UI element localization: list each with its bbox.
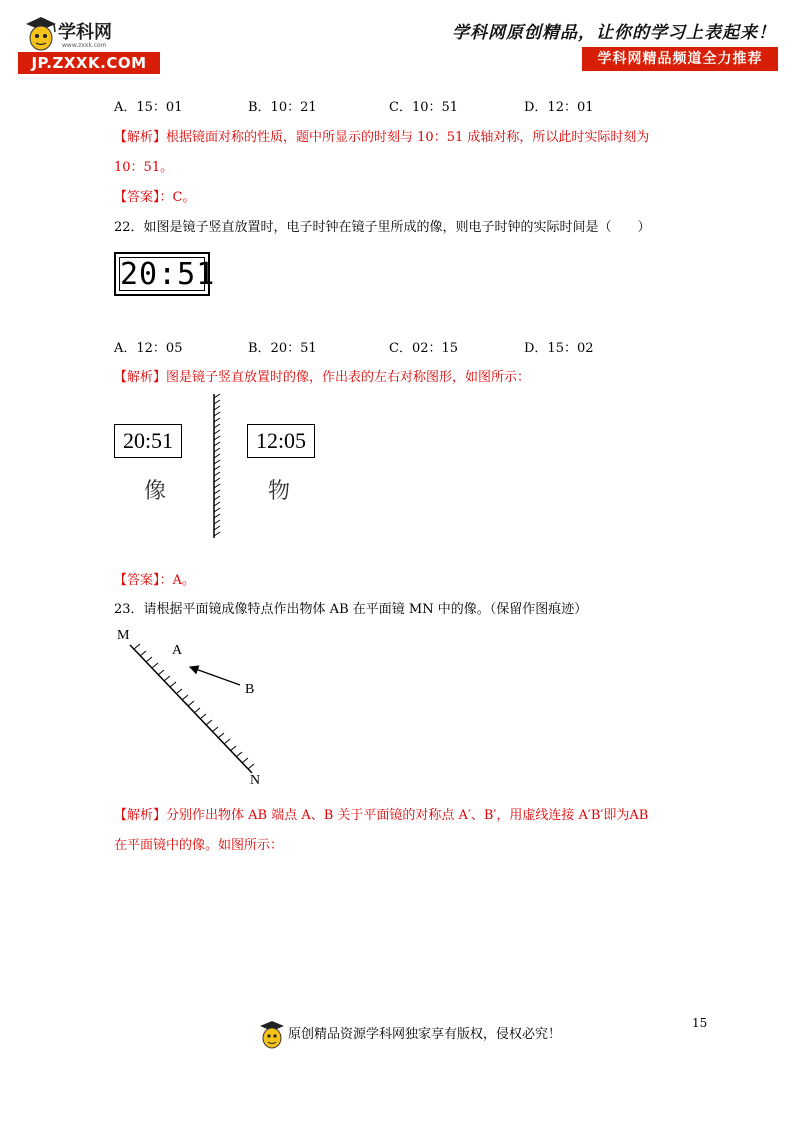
analysis-text: 根据镜面对称的性质，题中所显示的时刻与 10：51 成轴对称，所以此时实际时刻为 (166, 130, 650, 145)
q22-option-d: D．15：02 (524, 341, 594, 356)
q23-analysis-cont: 在平面镜中的像。如图所示： (114, 838, 284, 853)
label-b: B (245, 682, 255, 697)
digital-clock (114, 252, 216, 296)
vertical-mirror (206, 392, 226, 542)
mascot-icon (24, 14, 58, 52)
footer-mascot-icon (258, 1018, 286, 1050)
page-number: 15 (692, 1016, 708, 1030)
plane-mirror-diagram (110, 625, 280, 795)
logo-url: www.zxxk.com (62, 42, 107, 49)
q22-analysis (114, 370, 530, 386)
header-banner: 学科网精品频道全力推荐 (582, 47, 778, 71)
object-clock-box: 12:05 (247, 424, 315, 458)
q22-option-b: B．20：51 (248, 341, 317, 356)
analysis-text: 分别作出物体 AB 端点 A、B 关于平面镜的对称点 A′、B′，用虚线连接 A′B′即为AB (166, 808, 649, 823)
logo-text: 学科网 (58, 22, 112, 43)
logo-domain: JP.ZXXK.COM (18, 52, 160, 74)
object-ab-arrow (190, 667, 240, 685)
q21-analysis-cont: 10：51。 (114, 160, 174, 175)
mirror-line (130, 645, 255, 773)
image-clock-box: 20:51 (114, 424, 182, 458)
header-slogan: 学科网原创精品，让你的学习上表起来！ (452, 23, 776, 43)
analysis-tag: 【解析】 (114, 370, 167, 385)
q22-option-a: A．12：05 (114, 341, 183, 356)
q21-option-c: C．10：51 (389, 100, 459, 115)
label-a: A (172, 643, 183, 658)
label-m: M (117, 628, 130, 643)
q23-stem: 23．请根据平面镜成像特点作出物体 AB 在平面镜 MN 中的像。（保留作图痕迹） (114, 602, 588, 617)
q22-option-c: C．02：15 (389, 341, 459, 356)
label-n: N (250, 773, 261, 788)
object-label: 物 (268, 479, 291, 504)
q21-analysis (114, 130, 649, 146)
clock-display: 20:51 (120, 257, 216, 292)
copyright-notice: 原创精品资源学科网独家享有版权，侵权必究！ (288, 1027, 562, 1042)
q22-stem: 22．如图是镜子竖直放置时，电子时钟在镜子里所成的像，则电子时钟的实际时间是（ ） (114, 220, 651, 235)
q23-analysis (114, 808, 648, 824)
mirror-hatching (134, 644, 254, 769)
q21-option-a: A．15：01 (114, 100, 183, 115)
analysis-text: 图是镜子竖直放置时的像，作出表的左右对称图形，如图所示： (166, 370, 531, 385)
analysis-tag: 【解析】 (114, 808, 167, 823)
q22-answer: 【答案】：A。 (114, 573, 195, 588)
image-label: 像 (144, 479, 167, 504)
analysis-tag: 【解析】 (114, 130, 167, 145)
site-logo (18, 14, 160, 76)
q21-option-b: B．10：21 (248, 100, 317, 115)
q21-option-d: D．12：01 (524, 100, 594, 115)
q21-answer: 【答案】：C。 (114, 190, 196, 205)
